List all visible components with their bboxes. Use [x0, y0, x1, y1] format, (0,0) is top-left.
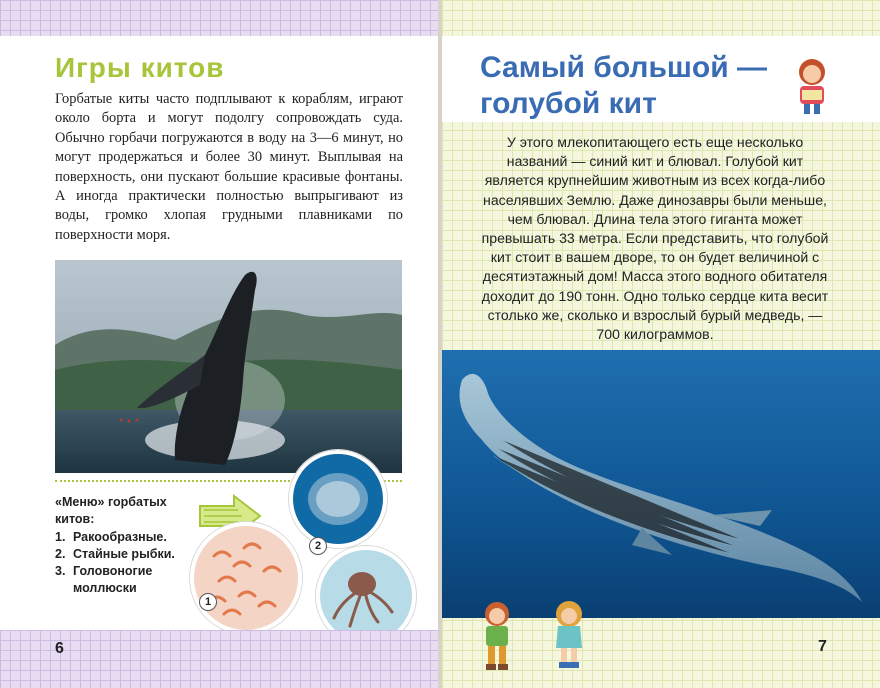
boy-figure-icon — [480, 600, 514, 677]
shrimp-photo — [190, 522, 302, 634]
fish-school-photo — [289, 450, 387, 548]
menu-item: 3. Головоногие моллюски — [55, 564, 153, 595]
left-bottom-grid-band — [0, 630, 438, 688]
circle-number-badge: 2 — [309, 537, 327, 555]
right-page-body: У этого млекопитающего есть еще несколько названий — синий кит и блювал. Голубой кит является крупнейшим животным из всех когда-либо населявших Землю. Даже динозавры были меньше, чем блювал. Длина тела этого гиганта может превышать 33 метра. Если представить, что голубой кит стоит в вашем дворе, то он будет величиной с десятиэтажный дом! Масса этого водного обитателя доходит до 190 тонн. Одно только сердце кита весит столько же, сколько и взрослый бурый медведь, — 700 килограммов. — [481, 134, 829, 343]
title-line-2: голубой кит — [480, 87, 657, 120]
right-page-title — [480, 50, 767, 122]
page-number: 6 — [55, 640, 64, 657]
left-page — [0, 0, 438, 688]
left-page-body: Горбатые киты часто подплывают к кораблям, играют около борта и могут подолгу сопровождать суда. Обычно горбачи погружаются в воду на 3—6 минут, но могут продержаться и более 30 минут. Выплывая на поверхность, они пускают большие красивые фонтаны. А иногда практически полностью выпрыгивают из воды, громко хлопая грудными плавниками по поверхности моря. — [55, 91, 403, 243]
left-top-grid-band — [0, 0, 438, 36]
title-line-1: Самый большой — — [480, 51, 768, 84]
whale-menu-box — [55, 494, 205, 597]
reading-girl-icon — [794, 56, 830, 121]
right-page — [442, 0, 880, 688]
menu-list — [55, 529, 205, 597]
menu-title: «Меню» горбатых китов: — [55, 495, 167, 526]
menu-item: 2. Стайные рыбки. — [55, 547, 175, 561]
girl-figure-icon — [552, 600, 586, 677]
circle-number-badge: 1 — [199, 593, 217, 611]
menu-item: 1. Ракообразные. — [55, 530, 167, 544]
blue-whale-photo — [442, 350, 880, 618]
page-number: 7 — [818, 638, 827, 655]
humpback-breach-photo — [55, 260, 402, 473]
left-page-title: Игры китов — [55, 52, 225, 83]
